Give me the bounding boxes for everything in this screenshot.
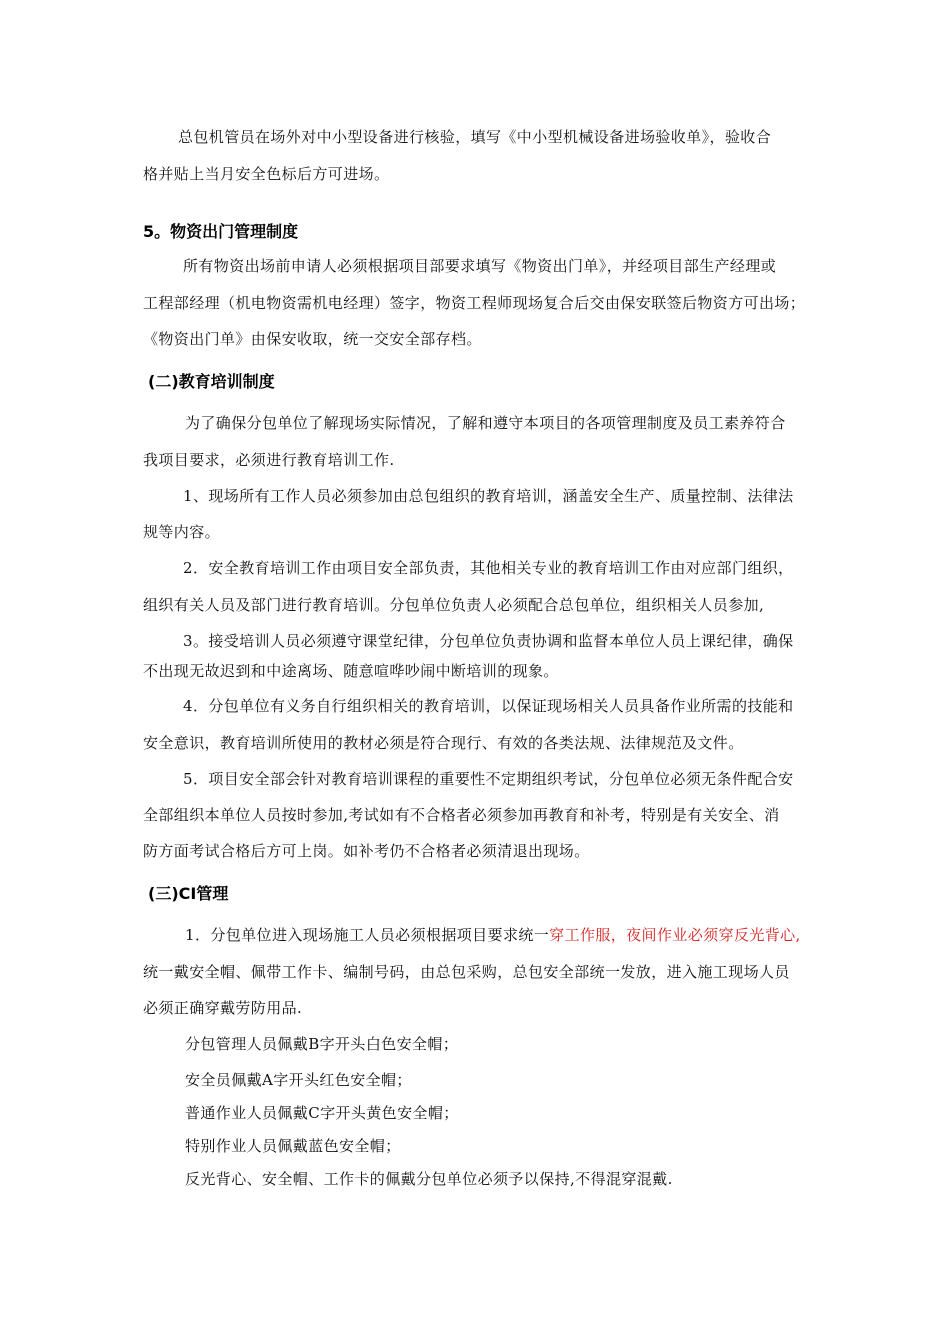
paragraph-line: 1、现场所有工作人员必须参加由总包组织的教育培训，涵盖安全生产、质量控制、法律法 bbox=[183, 487, 794, 505]
paragraph-line: 工程部经理（机电物资需机电经理）签字，物资工程师现场复合后交由保安联签后物资方可出场； bbox=[143, 294, 806, 312]
section-heading: 5。物资出门管理制度 bbox=[143, 222, 299, 241]
list-item: 普通作业人员佩戴C字开头黄色安全帽； bbox=[185, 1104, 459, 1122]
paragraph-line: 规等内容。 bbox=[143, 523, 221, 541]
paragraph-line: 为了确保分包单位了解现场实际情况，了解和遵守本项目的各项管理制度及员工素养符合 bbox=[185, 414, 786, 432]
paragraph-line: 格并贴上当月安全色标后方可进场。 bbox=[143, 165, 390, 183]
list-item: 反光背心、安全帽、工作卡的佩戴分包单位必须予以保持,不得混穿混戴. bbox=[185, 1170, 673, 1188]
paragraph-line: 4．分包单位有义务自行组织相关的教育培训，以保证现场相关人员具备作业所需的技能和 bbox=[183, 697, 794, 715]
paragraph-line: 《物资出门单》由保安收取，统一交安全部存档。 bbox=[143, 330, 482, 348]
paragraph-line: 安全意识，教育培训所使用的教材必须是符合现行、有效的各类法规、法律规范及文件。 bbox=[143, 734, 744, 752]
paragraph-line: 防方面考试合格后方可上岗。如补考仍不合格者必须清退出现场。 bbox=[143, 842, 590, 860]
paragraph-line: 5．项目安全部会针对教育培训课程的重要性不定期组织考试，分包单位必须无条件配合安 bbox=[183, 770, 794, 788]
paragraph-line: 统一戴安全帽、佩带工作卡、编制号码，由总包采购，总包安全部统一发放，进入施工现场人员 bbox=[143, 963, 790, 981]
highlighted-text: 穿工作服，夜间作业必须穿反光背心, bbox=[549, 926, 801, 944]
paragraph-line: 总包机管员在场外对中小型设备进行核验，填写《中小型机械设备进场验收单》，验收合 bbox=[178, 128, 772, 146]
paragraph-line: 3。接受培训人员必须遵守课堂纪律，分包单位负责协调和监督本单位人员上课纪律，确保 bbox=[183, 632, 794, 650]
paragraph-line: 组织有关人员及部门进行教育培训。分包单位负责人必须配合总包单位，组织相关人员参加, bbox=[143, 596, 765, 614]
section-heading: (二)教育培训制度 bbox=[148, 372, 275, 391]
paragraph-line: 2．安全教育培训工作由项目安全部负责，其他相关专业的教育培训工作由对应部门组织， bbox=[183, 559, 794, 577]
paragraph-line: 必须正确穿戴劳防用品. bbox=[143, 999, 303, 1017]
paragraph-line: 我项目要求，必须进行教育培训工作. bbox=[143, 451, 395, 469]
list-item: 安全员佩戴A字开头红色安全帽； bbox=[185, 1071, 412, 1089]
paragraph-text: 1．分包单位进入现场施工人员必须根据项目要求统一 bbox=[185, 926, 550, 944]
paragraph-line: 不出现无故迟到和中途离场、随意喧哗吵闹中断培训的现象。 bbox=[143, 662, 559, 680]
paragraph-line bbox=[0, 925, 950, 945]
section-heading: (三)CI管理 bbox=[148, 884, 229, 903]
paragraph-line: 所有物资出场前申请人必须根据项目部要求填写《物资出门单》，并经项目部生产经理或 bbox=[183, 257, 777, 275]
list-item: 分包管理人员佩戴B字开头白色安全帽； bbox=[185, 1035, 459, 1053]
list-item: 特别作业人员佩戴蓝色安全帽； bbox=[185, 1137, 401, 1155]
paragraph-line: 全部组织本单位人员按时参加,考试如有不合格者必须参加再教育和补考，特别是有关安全、消 bbox=[143, 806, 780, 824]
